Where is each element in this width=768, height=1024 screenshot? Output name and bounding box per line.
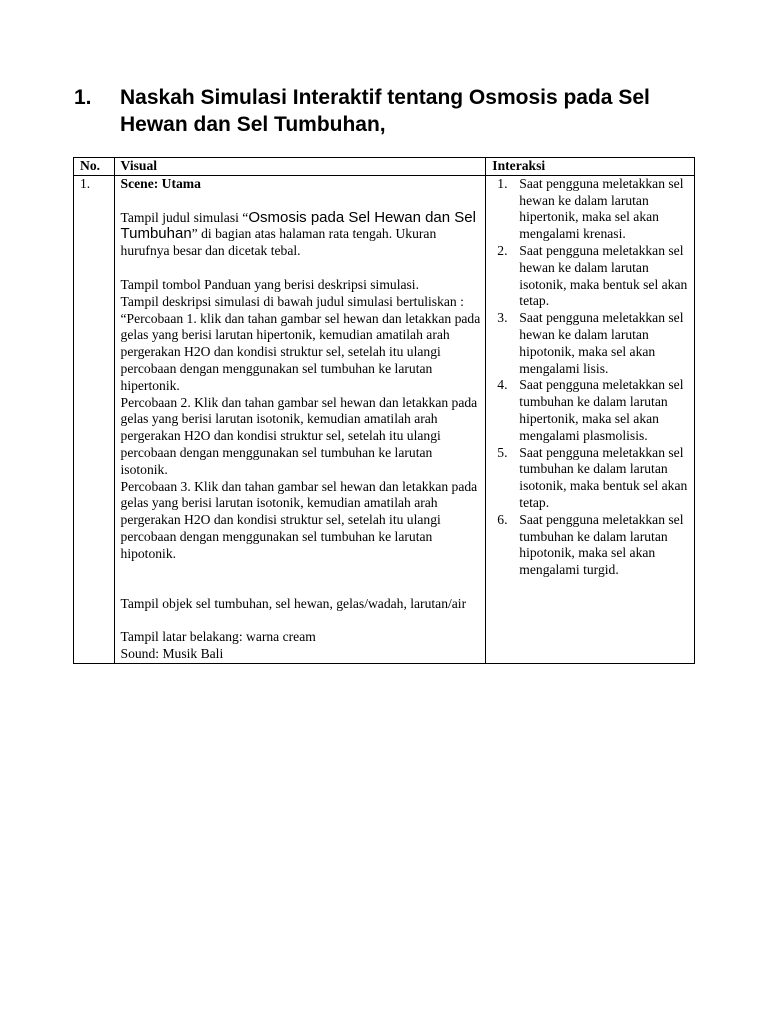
section-number: 1. <box>74 86 92 109</box>
title-intro: Tampil judul simulasi “ <box>120 209 249 225</box>
list-item <box>492 377 690 444</box>
section-title: Naskah Simulasi Interaktif tentang Osmosis pada Sel Hewan dan Sel Tumbuhan, <box>120 86 650 136</box>
list-marker: 5. <box>497 444 508 460</box>
deskripsi-intro: Tampil deskripsi simulasi di bawah judul simulasi bertuliskan : <box>120 293 464 309</box>
title-description <box>121 210 482 260</box>
simulation-script-table <box>73 157 695 664</box>
row-number: 1. <box>74 175 115 663</box>
list-item-text: Saat pengguna meletakkan sel hewan ke dalam larutan hipotonik, maka sel akan mengalami lisis. <box>519 310 684 376</box>
percobaan-3: Percobaan 3. Klik dan tahan gambar sel hewan dan letakkan pada gelas yang berisi larutan isotonik, kemudian amatilah arah pergerakan H2O dan kondisi struktur sel, setelah itu ulangi percobaan dengan menggunakan sel tumbuhan ke larutan hipotonik. <box>120 478 478 561</box>
scene-label: Scene: Utama <box>120 175 201 191</box>
list-item <box>492 176 690 243</box>
interaksi-cell <box>486 175 695 663</box>
list-item <box>492 512 690 579</box>
list-item-text: Saat pengguna meletakkan sel tumbuhan ke dalam larutan hipotonik, maka sel akan mengalami turgid. <box>519 511 684 578</box>
list-item-text: Saat pengguna meletakkan sel tumbuhan ke dalam larutan isotonik, maka bentuk sel akan tetap. <box>519 444 688 510</box>
objek-description: Tampil objek sel tumbuhan, sel hewan, gelas/wadah, larutan/air <box>120 595 467 611</box>
title-rest: ” di bagian atas halaman rata tengah. Ukuran hurufnya besar dan dicetak tebal. <box>120 226 437 259</box>
table-header-row <box>74 158 695 176</box>
panduan-description: Tampil tombol Panduan yang berisi deskripsi simulasi. <box>120 276 419 292</box>
header-no: No. <box>74 158 115 176</box>
header-visual: Visual <box>114 158 486 176</box>
list-marker: 2. <box>497 242 508 258</box>
list-marker: 1. <box>497 175 508 191</box>
section-heading <box>74 84 704 138</box>
list-item-text: Saat pengguna meletakkan sel tumbuhan ke dalam larutan hipertonik, maka sel akan mengalami plasmolisis. <box>519 377 684 443</box>
interaksi-list <box>492 176 690 579</box>
visual-cell <box>114 175 486 663</box>
latar-description: Tampil latar belakang: warna cream <box>120 629 316 645</box>
percobaan-2: Percobaan 2. Klik dan tahan gambar sel hewan dan letakkan pada gelas yang berisi larutan isotonik, kemudian amatilah arah pergerakan H2O dan kondisi struktur sel, setelah itu ulangi percobaan dengan menggunakan sel tumbuhan ke larutan isotonik. <box>120 394 478 477</box>
list-item-text: Saat pengguna meletakkan sel hewan ke dalam larutan isotonik, maka bentuk sel akan tetap. <box>519 242 688 309</box>
list-marker: 6. <box>497 511 508 527</box>
list-item <box>492 445 690 512</box>
list-item-text: Saat pengguna meletakkan sel hewan ke dalam larutan hipertonik, maka sel akan mengalami krenasi. <box>519 175 684 242</box>
list-marker: 4. <box>497 377 508 393</box>
list-item <box>492 310 690 377</box>
percobaan-1: “Percobaan 1. klik dan tahan gambar sel hewan dan letakkan pada gelas yang berisi larutan hipertonik, kemudian amatilah arah pergerakan H2O dan kondisi struktur sel, setelah itu ulangi percobaan dengan menggunakan sel tumbuhan ke larutan hipertonik. <box>120 310 481 393</box>
sound-description: Sound: Musik Bali <box>120 646 224 662</box>
table-row <box>74 175 695 663</box>
header-interaksi: Interaksi <box>486 158 695 176</box>
list-marker: 3. <box>497 310 508 326</box>
list-item <box>492 243 690 310</box>
simulation-title-text: Osmosis pada Sel Hewan dan Sel Tumbuhan <box>120 208 476 243</box>
